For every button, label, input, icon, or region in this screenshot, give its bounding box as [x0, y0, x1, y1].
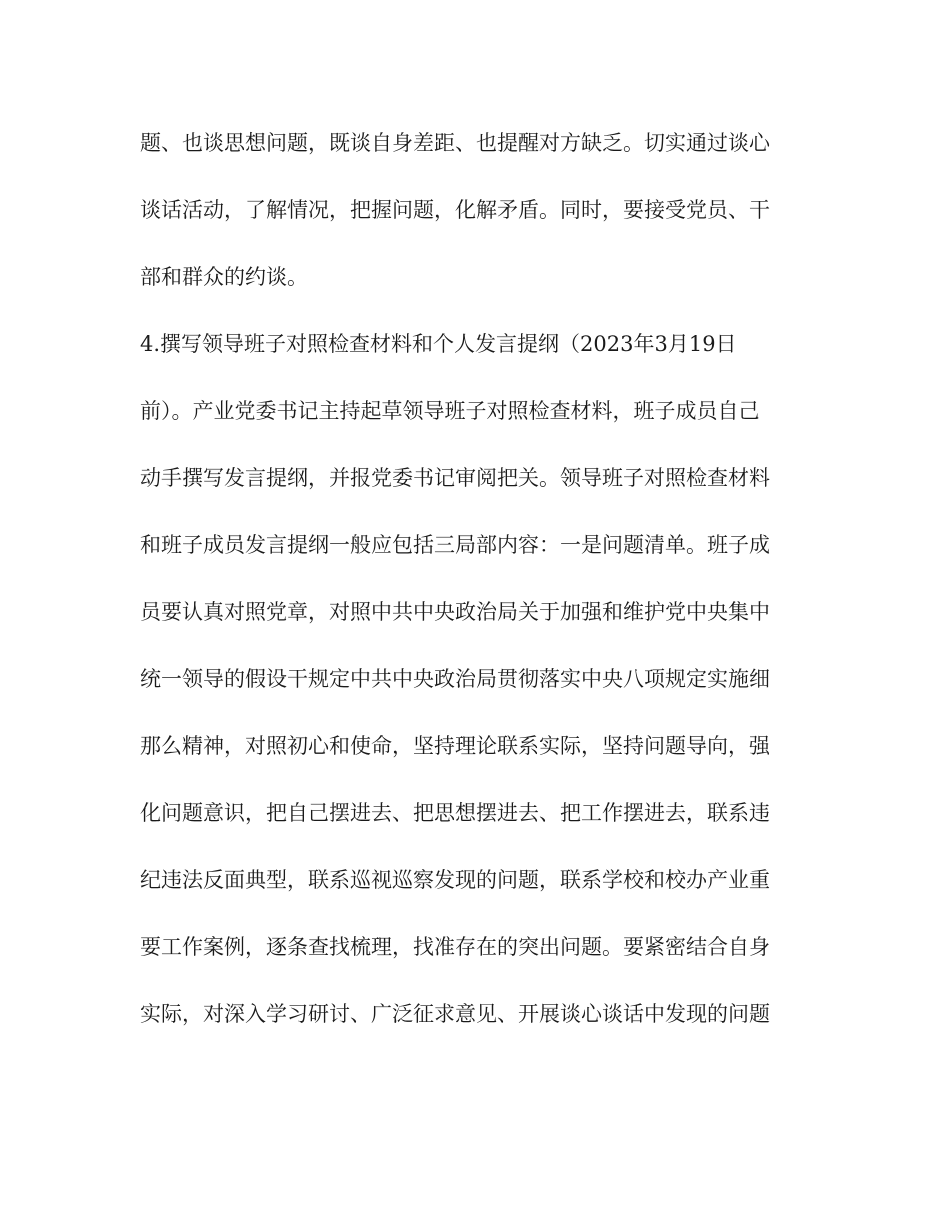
text-line: 纪违法反面典型，联系巡视巡察发现的问题，联系学校和校办产业重	[140, 868, 770, 892]
body-text	[140, 128, 800, 1066]
text-line: 那么精神，对照初心和使命，坚持理论联系实际，坚持问题导向，强	[140, 734, 770, 758]
text-line: 部和群众的约谈。	[140, 265, 308, 289]
text-line: 题、也谈思想问题，既谈自身差距、也提醒对方缺乏。切实通过谈心	[140, 131, 770, 155]
text-line: 要工作案例，逐条查找梳理，找准存在的突出问题。要紧密结合自身	[140, 935, 770, 959]
text-line: 动手撰写发言提纲，并报党委书记审阅把关。领导班子对照检查材料	[140, 466, 770, 490]
text-line: 员要认真对照党章，对照中共中央政治局关于加强和维护党中央集中	[140, 600, 770, 624]
text-line: 谈话活动，了解情况，把握问题，化解矛盾。同时，要接受党员、干	[140, 198, 770, 222]
text-line: 和班子成员发言提纲一般应包括三局部内容：一是问题清单。班子成	[140, 533, 770, 557]
text-line: 实际，对深入学习研讨、广泛征求意见、开展谈心谈话中发现的问题	[140, 1002, 770, 1026]
text-line: 前）。产业党委书记主持起草领导班子对照检查材料，班子成员自己	[140, 399, 760, 423]
text-line: 化问题意识，把自己摆进去、把思想摆进去、把工作摆进去，联系违	[140, 801, 770, 825]
text-line: 4.撰写领导班子对照检查材料和个人发言提纲（2023年3月19日	[140, 332, 737, 356]
text-line: 统一领导的假设干规定中共中央政治局贯彻落实中央八项规定实施细	[140, 667, 770, 691]
